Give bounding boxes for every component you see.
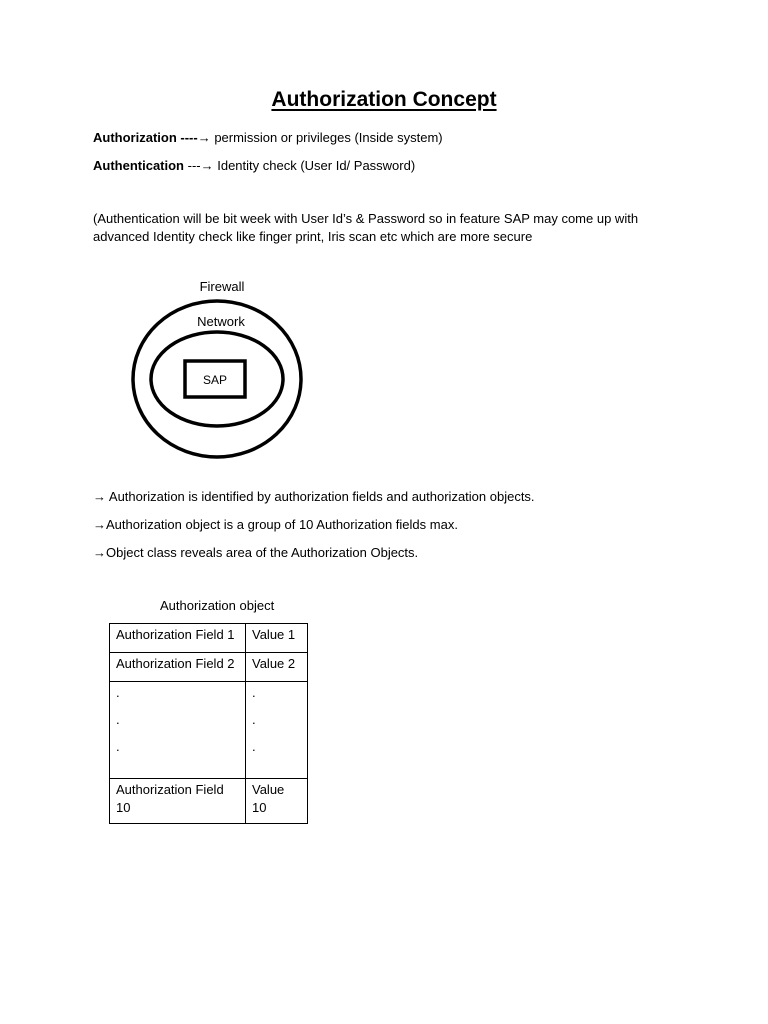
- authorization-object-table: [109, 623, 308, 824]
- value-cell: Value 2: [246, 653, 308, 682]
- bullet-item: → Authorization is identified by authorization fields and authorization objects.: [93, 489, 535, 504]
- bullet-item: →Authorization object is a group of 10 Authorization fields max.: [93, 517, 458, 532]
- ellipsis-dot: .: [252, 685, 256, 700]
- definition-text: Identity check (User Id/ Password): [213, 158, 416, 173]
- value-cell-ellipsis: [246, 682, 308, 779]
- table-caption: Authorization object: [160, 598, 275, 613]
- ellipsis-dot: .: [252, 712, 256, 727]
- definition-arrow: ----→: [176, 130, 211, 145]
- value-cell: Value 1: [246, 624, 308, 653]
- table-row: [110, 624, 308, 653]
- table-row: [110, 653, 308, 682]
- security-layers-svg: [130, 275, 310, 465]
- authentication-note: (Authentication will be bit week with User Id’s & Password so in feature SAP may come up with advanced Identity check like finger print, Iris scan etc which are more secure: [93, 211, 639, 244]
- field-cell: Authorization Field 2: [110, 653, 246, 682]
- ellipsis-dot: .: [116, 739, 120, 754]
- field-cell: Authorization Field 1: [110, 624, 246, 653]
- definition-authentication: [93, 158, 415, 173]
- table-row: [110, 682, 308, 779]
- network-label: Network: [197, 314, 245, 329]
- firewall-label: Firewall: [199, 279, 245, 294]
- ellipsis-dot: .: [116, 712, 120, 727]
- ellipsis-dot: .: [116, 685, 120, 700]
- page-title: Authorization Concept: [271, 88, 497, 111]
- definition-arrow: ---→: [184, 158, 214, 173]
- definition-authorization: [93, 130, 443, 145]
- field-cell: Authorization Field 10: [110, 779, 246, 824]
- bullet-item: →Object class reveals area of the Authorization Objects.: [93, 545, 419, 560]
- definition-text: permission or privileges (Inside system): [210, 130, 443, 145]
- ellipsis-dot: .: [252, 739, 256, 754]
- table-row: [110, 779, 308, 824]
- field-cell-ellipsis: [110, 682, 246, 779]
- security-layers-diagram: [130, 275, 310, 470]
- definition-term: Authentication: [93, 158, 184, 173]
- definition-term: Authorization: [93, 130, 177, 145]
- sap-label: SAP: [202, 373, 228, 387]
- value-cell: Value 10: [246, 779, 308, 824]
